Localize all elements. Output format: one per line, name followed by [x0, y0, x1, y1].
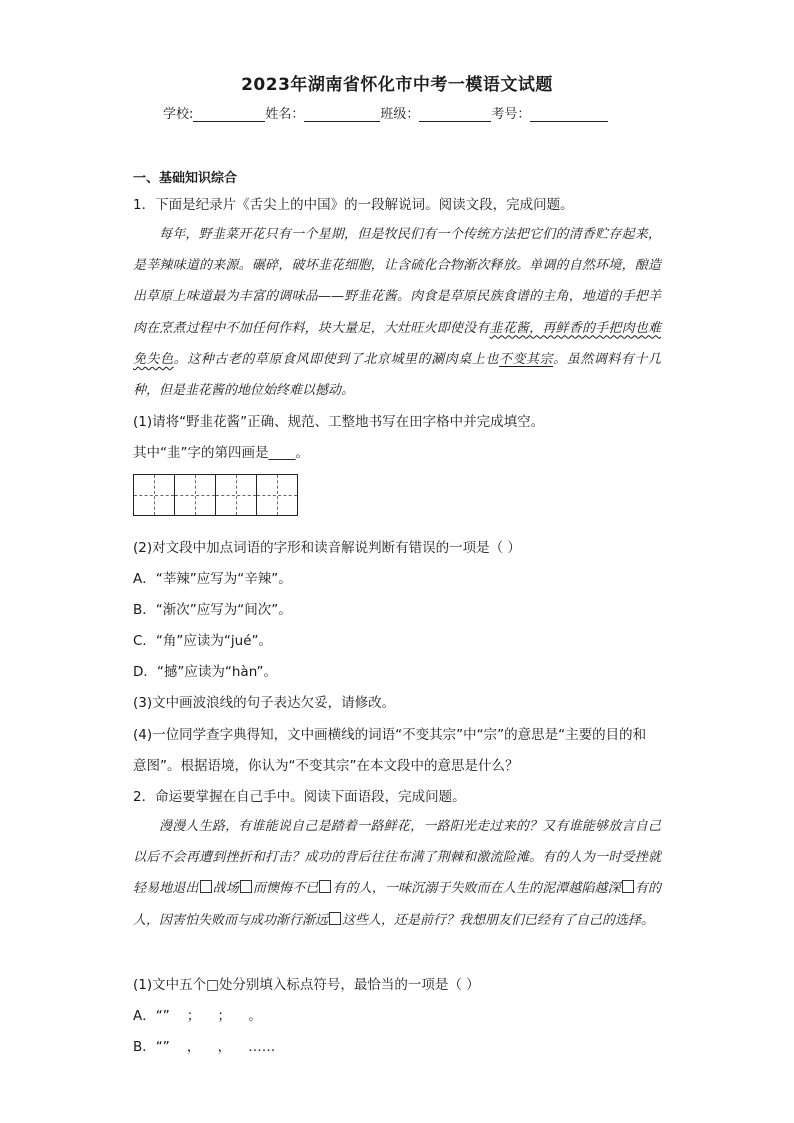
- q1-sub1: (1)请将“野韭花酱”正确、规范、工整地书写在田字格中并完成填空。: [133, 414, 545, 430]
- passage-part: 漫漫人生路，有谁能说自己是踏着一路鲜花，一路阳光走过来的？又有谁能够放言自己以后不会再遭到挫折和打击？成功的背后往往布满了荆棘和激流险滩。有的人为一时受挫就轻易地退出: [133, 819, 661, 897]
- blank-box[interactable]: [240, 880, 252, 893]
- tianzige-cell[interactable]: [215, 474, 257, 516]
- passage-part: 。这种古老的草原食风即使到了北京城里的涮肉桌上也: [173, 351, 499, 367]
- q1-option-d: D．“撼”应读为“hàn”。: [133, 664, 278, 680]
- q1-passage: [133, 219, 661, 406]
- q1-option-b: B．“渐次”应写为“间次”。: [133, 602, 292, 618]
- name-label: 姓名：: [265, 107, 305, 122]
- q2-option-b: B．“” ， ， ……: [133, 1039, 276, 1055]
- class-blank[interactable]: [419, 107, 491, 122]
- q2-passage-text: [133, 811, 661, 936]
- q2-sub1: (1)文中五个□处分别填入标点符号，最恰当的一项是（ ）: [133, 977, 480, 993]
- tianzige-cell[interactable]: [174, 474, 216, 516]
- section-heading: 一、基础知识综合: [133, 171, 238, 186]
- tianzige-cell[interactable]: [256, 474, 298, 516]
- page-title: 2023年湖南省怀化市中考一模语文试题: [241, 75, 553, 95]
- passage-part: 战场: [212, 881, 239, 897]
- exam-no-blank[interactable]: [530, 107, 608, 122]
- q2-option-a: A．“” ； ； 。: [133, 1008, 262, 1024]
- q1-option-a: A．“莘辣”应写为“辛辣”。: [133, 571, 292, 587]
- passage-part: 。虽然调料有十几种，但是韭花酱的地位始终难以撼动。: [133, 351, 661, 399]
- q1-sub4-line2: 意图”。根据语境，你认为“不变其宗”在本文段中的意思是什么？: [133, 758, 519, 774]
- q1-sub1-fill: 其中“韭”字的第四画是____。: [133, 445, 309, 461]
- student-info-row: [163, 103, 608, 122]
- wavy-underlined-sentence: 韭花酱，再鲜香的手把肉也难免失色: [133, 320, 661, 367]
- class-label: 班级：: [380, 107, 420, 122]
- passage-part: 有的人，因害怕失败而与成功渐行渐远: [133, 881, 661, 928]
- q1-option-c: C．“角”应读为“jué”。: [133, 633, 273, 649]
- blank-box[interactable]: [622, 880, 634, 893]
- q1-sub2: (2)对文段中加点词语的字形和读音解说判断有错误的一项是（ ）: [133, 540, 521, 556]
- q2-stem: 2．命运要掌握在自己手中。阅读下面语段，完成问题。: [133, 789, 466, 805]
- q1-sub3: (3)文中画波浪线的句子表达欠妥，请修改。: [133, 695, 396, 711]
- q1-sub4-line1: (4)一位同学查字典得知，文中画横线的词语“不变其宗”中“宗”的意思是“主要的目的和: [133, 727, 647, 743]
- underlined-phrase: 不变其宗: [498, 351, 554, 367]
- school-blank[interactable]: [193, 107, 265, 122]
- passage-part: 有的人，一味沉溺于失败而在人生的泥潭越陷越深: [332, 881, 621, 897]
- q1-passage-text: [133, 219, 661, 406]
- exam-no-label: 考号：: [491, 107, 531, 122]
- passage-part: 每年，野韭菜开花只有一个星期，但是牧民们有一个传统方法把它们的清香贮存起来，是莘辣味道的来源。碾碎，破坏韭花细胞，让含硫化合物渐次释放。单调的自然环境，酿造出草原上味道最为丰富的调味品——野韭花酱。肉食是草原民族食谱的主角，地道的手把羊肉在烹煮过程中不加任何作料，块大量足，大灶旺火即使没有: [133, 227, 661, 336]
- tianzige-grid[interactable]: [134, 474, 298, 516]
- passage-part: 而懊悔不已: [252, 881, 319, 897]
- blank-box[interactable]: [200, 880, 212, 893]
- passage-part: 这些人，还是前行？我想朋友们已经有了自己的选择。: [342, 912, 655, 928]
- q1-stem: 1．下面是纪录片《舌尖上的中国》的一段解说词。阅读文段，完成问题。: [133, 197, 574, 213]
- blank-box[interactable]: [329, 912, 341, 925]
- blank-box[interactable]: [319, 880, 331, 893]
- q2-passage: [133, 811, 661, 936]
- name-blank[interactable]: [304, 107, 380, 122]
- tianzige-cell[interactable]: [133, 474, 175, 516]
- school-label: 学校:: [163, 107, 194, 122]
